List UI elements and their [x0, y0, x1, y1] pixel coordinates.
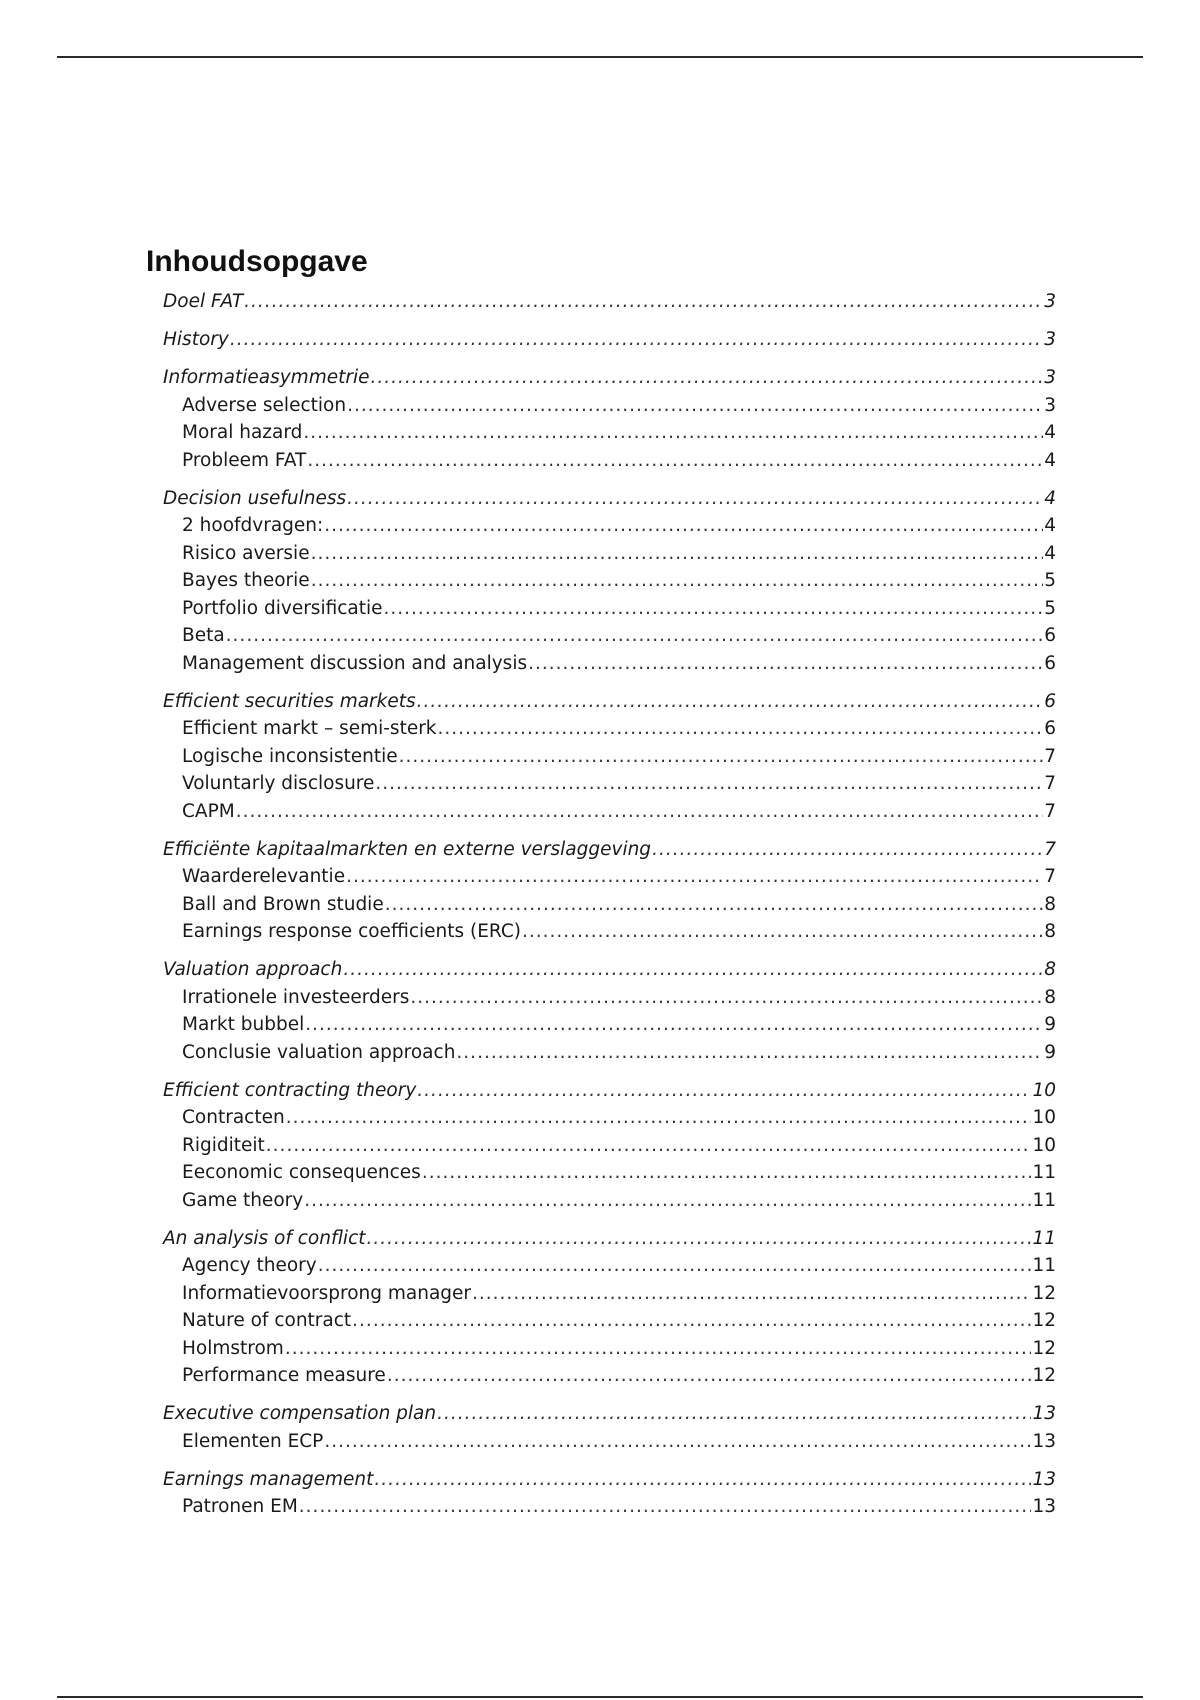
- toc-dot-leader: [347, 485, 1043, 513]
- toc-entry-page-number: 13: [1032, 1468, 1056, 1490]
- toc-entry-page-number: 5: [1044, 597, 1056, 619]
- toc-entry-label: Efficient contracting theory: [163, 1079, 417, 1101]
- toc-entry-page-number: 4: [1044, 515, 1056, 536]
- toc-entry-label: An analysis of conflict: [163, 1227, 366, 1249]
- toc-entry-label: Elementen ECP: [182, 1430, 324, 1452]
- toc-entry-section[interactable]: [146, 688, 1056, 716]
- toc-dot-leader: [384, 595, 1044, 623]
- toc-entry-label: Ball and Brown studie: [182, 893, 384, 915]
- toc-entry-page-number: 13: [1032, 1403, 1056, 1424]
- toc-entry-label: History: [163, 329, 229, 350]
- toc-entry-page-number: 4: [1044, 487, 1056, 509]
- toc-entry-page-number: 10: [1032, 1107, 1056, 1128]
- toc-entry-section[interactable]: [146, 485, 1056, 513]
- toc-entry-page-number: 6: [1044, 690, 1056, 712]
- toc-entry-page-number: 12: [1032, 1365, 1056, 1386]
- toc-entry-page-number: 7: [1044, 773, 1056, 794]
- toc-entry-subsection[interactable]: [146, 622, 1056, 650]
- toc-entry-label: Efficient securities markets: [163, 690, 416, 712]
- toc-entry-page-number: 12: [1032, 1282, 1056, 1304]
- toc-dot-leader: [226, 622, 1044, 650]
- toc-entry-subsection[interactable]: [146, 392, 1056, 420]
- toc-dot-leader: [522, 918, 1043, 946]
- toc-entry-page-number: 8: [1044, 959, 1056, 980]
- toc-entry-section[interactable]: [146, 364, 1056, 392]
- toc-entry-label: Risico aversie: [182, 542, 310, 564]
- toc-entry-page-number: 12: [1032, 1337, 1056, 1359]
- toc-dot-leader: [311, 540, 1044, 568]
- toc-entry-page-number: 11: [1032, 1189, 1056, 1211]
- toc-entry-page-number: 8: [1044, 921, 1056, 942]
- toc-entry-label: Contracten: [182, 1107, 285, 1128]
- toc-entry-page-number: 8: [1044, 893, 1056, 915]
- toc-entry-subsection[interactable]: [146, 1362, 1056, 1390]
- toc-entry-label: Portfolio diversificatie: [182, 597, 383, 619]
- toc-entry-page-number: 6: [1044, 625, 1056, 646]
- toc-entry-label: CAPM: [182, 800, 235, 822]
- toc-entry-page-number: 6: [1044, 652, 1056, 674]
- toc-entry-section[interactable]: [146, 326, 1056, 354]
- toc-entry-subsection[interactable]: [146, 1280, 1056, 1308]
- toc-dot-leader: [305, 1011, 1043, 1039]
- toc-entry-label: Markt bubbel: [182, 1014, 305, 1035]
- toc-entry-subsection[interactable]: [146, 1493, 1056, 1521]
- toc-dot-leader: [346, 863, 1043, 891]
- toc-entry-label: Management discussion and analysis: [182, 652, 528, 674]
- toc-entry-section[interactable]: [146, 1466, 1056, 1494]
- toc-entry-subsection[interactable]: [146, 1428, 1056, 1456]
- toc-entry-label: Adverse selection: [182, 394, 347, 416]
- toc-entry-subsection[interactable]: [146, 650, 1056, 678]
- toc-dot-leader: [437, 1400, 1031, 1428]
- toc-dot-leader: [304, 1187, 1031, 1215]
- toc-entry-page-number: 9: [1044, 1014, 1056, 1035]
- toc-dot-leader: [307, 447, 1043, 475]
- toc-entry-page-number: 3: [1044, 291, 1056, 312]
- toc-entry-subsection[interactable]: [146, 1252, 1056, 1280]
- toc-entry-subsection[interactable]: [146, 770, 1056, 798]
- toc-entry-page-number: 4: [1044, 422, 1056, 443]
- toc-entry-subsection[interactable]: [146, 715, 1056, 743]
- toc-dot-leader: [299, 1493, 1032, 1521]
- toc-dot-leader: [347, 392, 1043, 420]
- toc-entry-page-number: 3: [1044, 394, 1056, 416]
- toc-entry-page-number: 8: [1044, 986, 1056, 1008]
- toc-entry-label: Game theory: [182, 1189, 304, 1211]
- toc-entry-label: Doel FAT: [163, 291, 244, 312]
- toc-entry-label: Waarderelevantie: [182, 866, 346, 887]
- toc-entry-section[interactable]: [146, 1225, 1056, 1253]
- footer-rule: [57, 1696, 1143, 1698]
- toc-entry-label: Voluntarly disclosure: [182, 773, 375, 794]
- toc-entry-subsection[interactable]: [146, 1104, 1056, 1132]
- toc-entry-page-number: 3: [1044, 329, 1056, 350]
- toc-dot-leader: [375, 770, 1043, 798]
- toc-entry-label: Performance measure: [182, 1365, 386, 1386]
- toc-dot-leader: [652, 836, 1043, 864]
- toc-dot-leader: [286, 1104, 1032, 1132]
- toc-entry-subsection[interactable]: [146, 1011, 1056, 1039]
- toc-entry-section[interactable]: [146, 1400, 1056, 1428]
- header-rule: [57, 56, 1143, 58]
- toc-entry-page-number: 4: [1044, 449, 1056, 471]
- toc-entry-label: Informatieasymmetrie: [163, 367, 370, 388]
- toc-dot-leader: [324, 1428, 1031, 1456]
- toc-entry-label: Rigiditeit: [182, 1134, 265, 1156]
- toc-dot-leader: [528, 650, 1043, 678]
- toc-dot-leader: [303, 419, 1043, 447]
- toc-dot-leader: [438, 715, 1044, 743]
- toc-entry-subsection[interactable]: [146, 984, 1056, 1012]
- toc-entry-page-number: 6: [1044, 718, 1056, 739]
- toc-entry-label: Probleem FAT: [182, 449, 307, 471]
- toc-entry-subsection[interactable]: [146, 1307, 1056, 1335]
- toc-entry-label: Valuation approach: [163, 959, 343, 980]
- toc-entry-page-number: 7: [1044, 745, 1056, 767]
- toc-entry-label: Patronen EM: [182, 1496, 298, 1517]
- toc-entry-page-number: 13: [1032, 1430, 1056, 1452]
- toc-entry-page-number: 11: [1032, 1162, 1056, 1183]
- toc-entry-label: Informatievoorsprong manager: [182, 1282, 472, 1304]
- toc-dot-leader: [370, 364, 1043, 392]
- toc-entry-page-number: 11: [1032, 1255, 1056, 1276]
- toc-entry-subsection[interactable]: [146, 540, 1056, 568]
- toc-entry-subsection[interactable]: [146, 567, 1056, 595]
- toc-entry-page-number: 7: [1044, 838, 1056, 860]
- toc-dot-leader: [230, 326, 1043, 354]
- toc-entry-section[interactable]: [146, 836, 1056, 864]
- toc-entry-label: Conclusie valuation approach: [182, 1041, 456, 1063]
- toc-entry-label: Efficiënte kapitaalmarkten en externe verslaggeving: [163, 838, 652, 860]
- toc-dot-leader: [387, 1362, 1032, 1390]
- toc-entry-subsection[interactable]: [146, 1039, 1056, 1067]
- toc-entry-label: Decision usefulness: [163, 487, 347, 509]
- toc-entry-label: Efficient markt – semi-sterk: [182, 718, 437, 739]
- toc-dot-leader: [374, 1466, 1031, 1494]
- toc-dot-leader: [318, 1252, 1032, 1280]
- toc-entry-subsection[interactable]: [146, 918, 1056, 946]
- toc-entry-label: Logische inconsistentie: [182, 745, 398, 767]
- toc-entry-page-number: 4: [1044, 542, 1056, 564]
- toc-entry-subsection[interactable]: [146, 798, 1056, 826]
- toc-entry-subsection[interactable]: [146, 1335, 1056, 1363]
- toc-dot-leader: [244, 288, 1043, 316]
- toc-dot-leader: [352, 1307, 1031, 1335]
- toc-list: [146, 288, 1056, 1521]
- toc-entry-page-number: 7: [1044, 866, 1056, 887]
- toc-entry-page-number: 7: [1044, 800, 1056, 822]
- toc-entry-label: Holmstrom: [182, 1337, 284, 1359]
- toc-entry-label: Irrationele investeerders: [182, 986, 410, 1008]
- toc-dot-leader: [236, 798, 1044, 826]
- toc-entry-subsection[interactable]: [146, 863, 1056, 891]
- toc-entry-section[interactable]: [146, 1077, 1056, 1105]
- table-of-contents: [146, 246, 1056, 1521]
- toc-entry-label: Earnings response coefficients (ERC): [182, 921, 521, 942]
- toc-dot-leader: [399, 743, 1044, 771]
- toc-entry-subsection[interactable]: [146, 512, 1056, 540]
- toc-entry-section[interactable]: [146, 956, 1056, 984]
- toc-entry-label: Moral hazard: [182, 422, 303, 443]
- toc-entry-subsection[interactable]: [146, 743, 1056, 771]
- toc-entry-label: Bayes theorie: [182, 570, 310, 591]
- toc-entry-subsection[interactable]: [146, 595, 1056, 623]
- toc-title: Inhoudsopgave: [146, 245, 368, 278]
- toc-entry-label: Executive compensation plan: [163, 1403, 437, 1424]
- toc-dot-leader: [410, 984, 1043, 1012]
- toc-entry-page-number: 11: [1032, 1227, 1056, 1249]
- toc-entry-subsection[interactable]: [146, 1159, 1056, 1187]
- toc-dot-leader: [266, 1132, 1032, 1160]
- toc-dot-leader: [456, 1039, 1043, 1067]
- toc-dot-leader: [422, 1159, 1032, 1187]
- toc-dot-leader: [417, 688, 1044, 716]
- toc-dot-leader: [343, 956, 1043, 984]
- toc-entry-page-number: 10: [1032, 1079, 1056, 1101]
- toc-entry-subsection[interactable]: [146, 1132, 1056, 1160]
- toc-dot-leader: [367, 1225, 1032, 1253]
- toc-entry-subsection[interactable]: [146, 419, 1056, 447]
- toc-dot-leader: [472, 1280, 1031, 1308]
- toc-entry-page-number: 9: [1044, 1041, 1056, 1063]
- toc-entry-page-number: 5: [1044, 570, 1056, 591]
- toc-entry-label: Earnings management: [163, 1468, 374, 1490]
- toc-entry-label: 2 hoofdvragen:: [182, 515, 324, 536]
- toc-entry-label: Beta: [182, 625, 225, 646]
- toc-entry-page-number: 10: [1032, 1134, 1056, 1156]
- toc-entry-label: Agency theory: [182, 1255, 317, 1276]
- toc-entry-subsection[interactable]: [146, 447, 1056, 475]
- toc-entry-label: Nature of contract: [182, 1310, 352, 1331]
- toc-entry-page-number: 12: [1032, 1310, 1056, 1331]
- toc-entry-subsection[interactable]: [146, 1187, 1056, 1215]
- toc-dot-leader: [285, 1335, 1032, 1363]
- toc-entry-page-number: 13: [1032, 1496, 1056, 1517]
- toc-entry-label: Eeconomic consequences: [182, 1162, 421, 1183]
- toc-dot-leader: [311, 567, 1044, 595]
- toc-dot-leader: [324, 512, 1043, 540]
- toc-entry-section[interactable]: [146, 288, 1056, 316]
- toc-entry-page-number: 3: [1044, 367, 1056, 388]
- toc-entry-subsection[interactable]: [146, 891, 1056, 919]
- toc-dot-leader: [385, 891, 1044, 919]
- toc-dot-leader: [417, 1077, 1031, 1105]
